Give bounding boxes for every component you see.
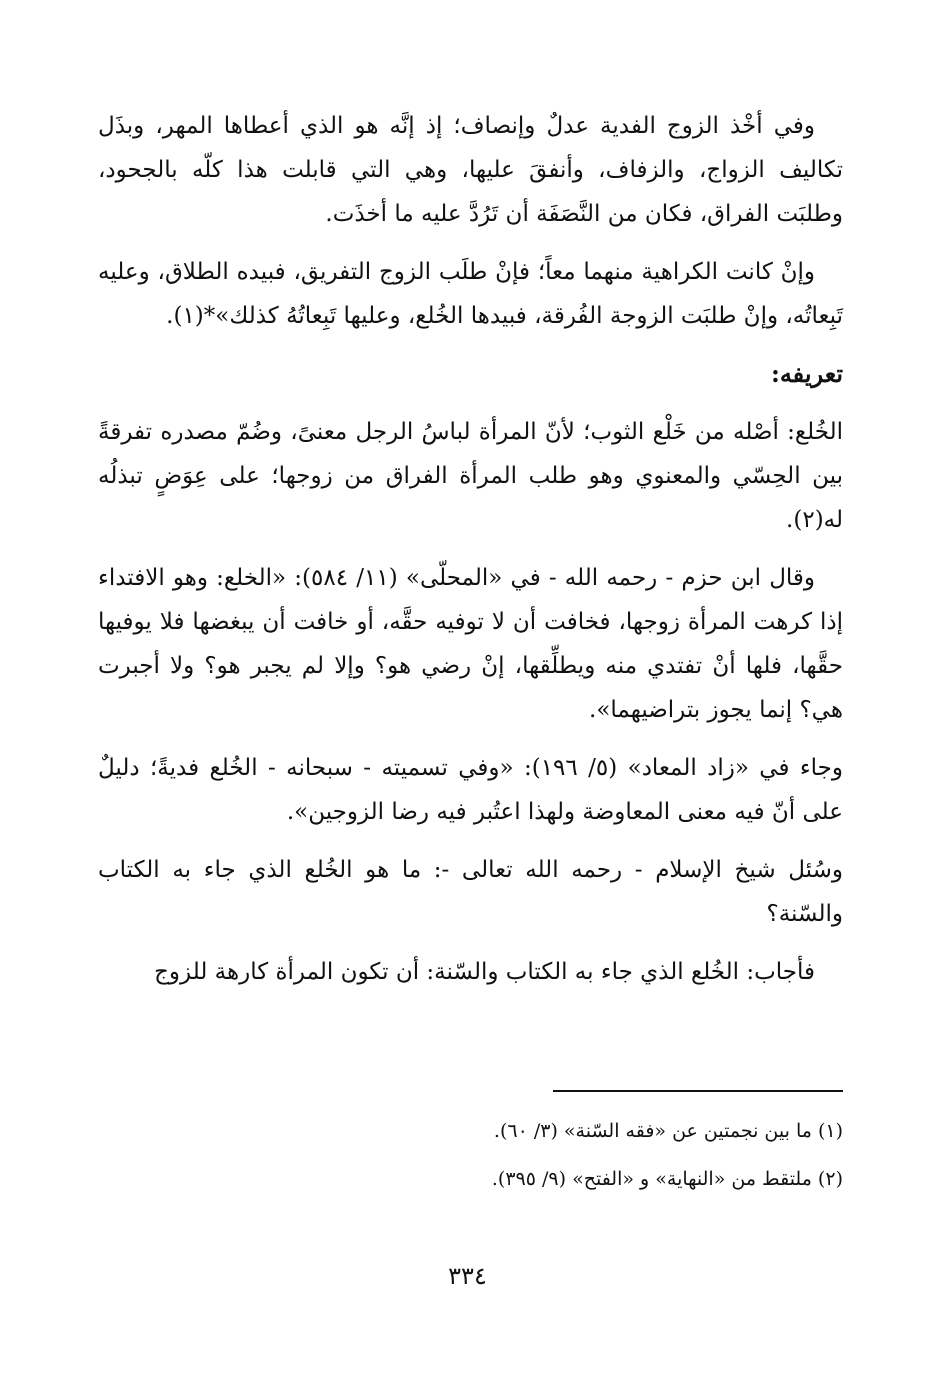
footnote-1: (١) ما بين نجمتين عن «فقه السّنة» (٣/ ٦٠). bbox=[493, 1120, 843, 1142]
section-heading-definition: تعريفه: bbox=[770, 359, 843, 388]
paragraph-ransom-fairness: وفي أخْذ الزوج الفدية عدلٌ وإنصاف؛ إذ إنَّه هو الذي أعطاها المهر، وبذَل تكاليف الزواج، والزفاف، وأنفقَ عليها، وهي التي قابلت هذا كلّه بالجحود، وطلبَت الفراق، فكان من النَّصَفَة أن تَرُدَّ عليه ما أخذَت. bbox=[98, 113, 843, 227]
paragraph-zad-al-maad-quote: وجاء في «زاد المعاد» (٥/ ١٩٦): «وفي تسميته - سبحانه - الخُلع فديةً؛ دليلٌ على أنّ فيه معنى المعاوضة ولهذا اعتُبر فيه رضا الزوجين». bbox=[98, 755, 843, 825]
footnotes bbox=[98, 1112, 843, 1208]
footnote-divider bbox=[553, 1090, 843, 1092]
paragraph-ibn-hazm-quote: وقال ابن حزم - رحمه الله - في «المحلّى» (١١/ ٥٨٤): «الخلع: وهو الافتداء إذا كرهت المرأة زوجها، فخافت أن لا توفيه حقَّه، أو خافت أن يبغضها فلا يوفيها حقَّها، فلها أنْ تفتدي منه ويطلِّقها، إنْ رضي هو؟ وإلا لم يجبر هو؟ ولا أجبرت هي؟ إنما يجوز بتراضيهما». bbox=[98, 565, 843, 723]
main-text bbox=[98, 104, 843, 1008]
paragraph-khul-definition: الخُلع: أصْله من خَلْع الثوب؛ لأنّ المرأة لباسُ الرجل معنىً، وضُمّ مصدره تفرقةً بين الحِسّي والمعنوي وهو طلب المرأة الفراق من زوجها؛ على عِوَضٍ تبذلُه له(٢). bbox=[98, 419, 843, 533]
page-number: ٣٣٤ bbox=[448, 1262, 487, 1290]
paragraph-answer: فأجاب: الخُلع الذي جاء به الكتاب والسّنة: أن تكون المرأة كارهة للزوج bbox=[154, 959, 815, 985]
paragraph-mutual-aversion: وإنْ كانت الكراهية منهما معاً؛ فإنْ طلَب الزوج التفريق، فبيده الطلاق، وعليه تَبِعاتُه، وإنْ طلبَت الزوجة الفُرقة، فبيدها الخُلع، وعليها تَبِعاتُهُ كذلك»*(١). bbox=[98, 259, 843, 329]
footnote-2: (٢) ملتقط من «النهاية» و «الفتح» (٩/ ٣٩٥). bbox=[491, 1168, 843, 1190]
paragraph-question: وسُئل شيخ الإسلام - رحمه الله تعالى -: ما هو الخُلع الذي جاء به الكتاب والسّنة؟ bbox=[98, 857, 843, 927]
